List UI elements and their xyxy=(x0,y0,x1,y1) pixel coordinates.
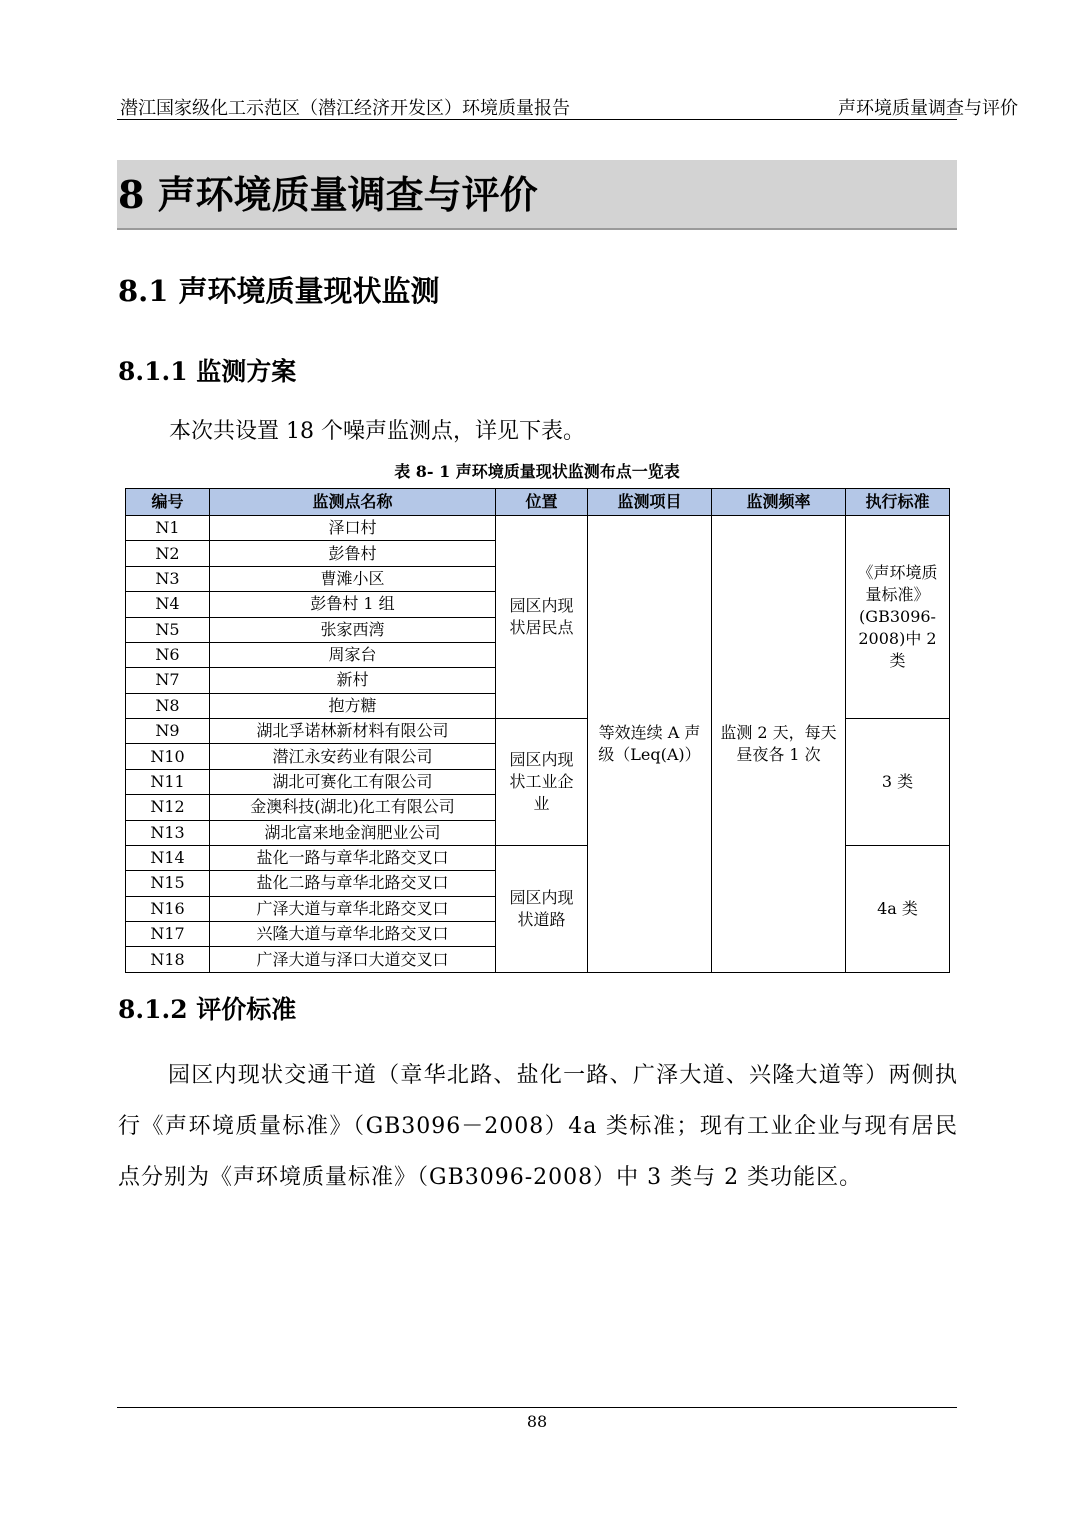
monitoring-frequency-cell: 监测 2 天，每天昼夜各 1 次 xyxy=(712,516,846,973)
subsection-title-evaluation-standard: 8.1.2 评价标准 xyxy=(118,995,297,1024)
point-id: N15 xyxy=(126,871,210,896)
point-id: N5 xyxy=(126,617,210,642)
header-cell: 编号 xyxy=(126,489,210,516)
point-name: 新村 xyxy=(210,668,496,693)
point-name: 广泽大道与泽口大道交叉口 xyxy=(210,947,496,973)
point-id: N7 xyxy=(126,668,210,693)
header-rule xyxy=(117,119,957,120)
point-id: N10 xyxy=(126,744,210,769)
location-cell: 园区内现状居民点 xyxy=(496,516,588,719)
header-cell: 执行标准 xyxy=(846,489,950,516)
point-name: 盐化二路与章华北路交叉口 xyxy=(210,871,496,896)
point-id: N3 xyxy=(126,566,210,591)
point-id: N17 xyxy=(126,922,210,947)
point-id: N4 xyxy=(126,592,210,617)
point-id: N6 xyxy=(126,642,210,667)
point-id: N11 xyxy=(126,769,210,794)
point-name: 湖北孚诺林新材料有限公司 xyxy=(210,719,496,744)
point-name: 泽口村 xyxy=(210,516,496,541)
point-name: 金澳科技(湖北)化工有限公司 xyxy=(210,795,496,820)
point-id: N16 xyxy=(126,896,210,921)
point-name: 潜江永安药业有限公司 xyxy=(210,744,496,769)
point-id: N13 xyxy=(126,820,210,845)
header-cell: 监测项目 xyxy=(588,489,712,516)
header-cell: 位置 xyxy=(496,489,588,516)
header-left-title: 潜江国家级化工示范区（潜江经济开发区）环境质量报告 xyxy=(120,98,570,119)
monitoring-points-table xyxy=(125,488,950,973)
chapter-title: 8 声环境质量调查与评价 xyxy=(118,172,538,217)
table-row xyxy=(126,516,950,541)
point-id: N18 xyxy=(126,947,210,973)
subsection-title-monitoring-plan: 8.1.1 监测方案 xyxy=(118,357,297,386)
standard-cell: 4a 类 xyxy=(846,845,950,972)
table-caption: 表 8- 1 声环境质量现状监测布点一览表 xyxy=(394,462,680,481)
point-id: N1 xyxy=(126,516,210,541)
standard-cell: 《声环境质量标准》(GB3096-2008)中 2 类 xyxy=(846,516,950,719)
point-name: 湖北富来地金润肥业公司 xyxy=(210,820,496,845)
point-id: N2 xyxy=(126,541,210,566)
point-name: 盐化一路与章华北路交叉口 xyxy=(210,845,496,870)
point-name: 湖北可赛化工有限公司 xyxy=(210,769,496,794)
table-header-row xyxy=(126,489,950,516)
header-cell: 监测点名称 xyxy=(210,489,496,516)
point-name: 彭鲁村 1 组 xyxy=(210,592,496,617)
section-title: 8.1 声环境质量现状监测 xyxy=(118,274,440,308)
point-id: N12 xyxy=(126,795,210,820)
point-id: N9 xyxy=(126,719,210,744)
footer-rule xyxy=(117,1407,957,1408)
location-cell: 园区内现状道路 xyxy=(496,845,588,972)
header-cell: 监测频率 xyxy=(712,489,846,516)
intro-text: 本次共设置 18 个噪声监测点，详见下表。 xyxy=(169,419,585,444)
header-right-title: 声环境质量调查与评价 xyxy=(838,98,1018,119)
point-name: 抱方糖 xyxy=(210,693,496,718)
point-id: N8 xyxy=(126,693,210,718)
point-name: 广泽大道与章华北路交叉口 xyxy=(210,896,496,921)
point-name: 兴隆大道与章华北路交叉口 xyxy=(210,922,496,947)
point-name: 曹滩小区 xyxy=(210,566,496,591)
point-name: 周家台 xyxy=(210,642,496,667)
page-number: 88 xyxy=(526,1412,548,1431)
location-cell: 园区内现状工业企业 xyxy=(496,719,588,846)
monitoring-item-cell: 等效连续 A 声级（Leq(A)） xyxy=(588,516,712,973)
evaluation-paragraph: 园区内现状交通干道（章华北路、盐化一路、广泽大道、兴隆大道等）两侧执行《声环境质量标准》（GB3096－2008）4a 类标准；现有工业企业与现有居民点分别为《声环境质量标准》（GB3096-2008）中 3 类与 2 类功能区。 xyxy=(118,1063,958,1190)
point-name: 彭鲁村 xyxy=(210,541,496,566)
point-id: N14 xyxy=(126,845,210,870)
standard-cell: 3 类 xyxy=(846,719,950,846)
point-name: 张家西湾 xyxy=(210,617,496,642)
